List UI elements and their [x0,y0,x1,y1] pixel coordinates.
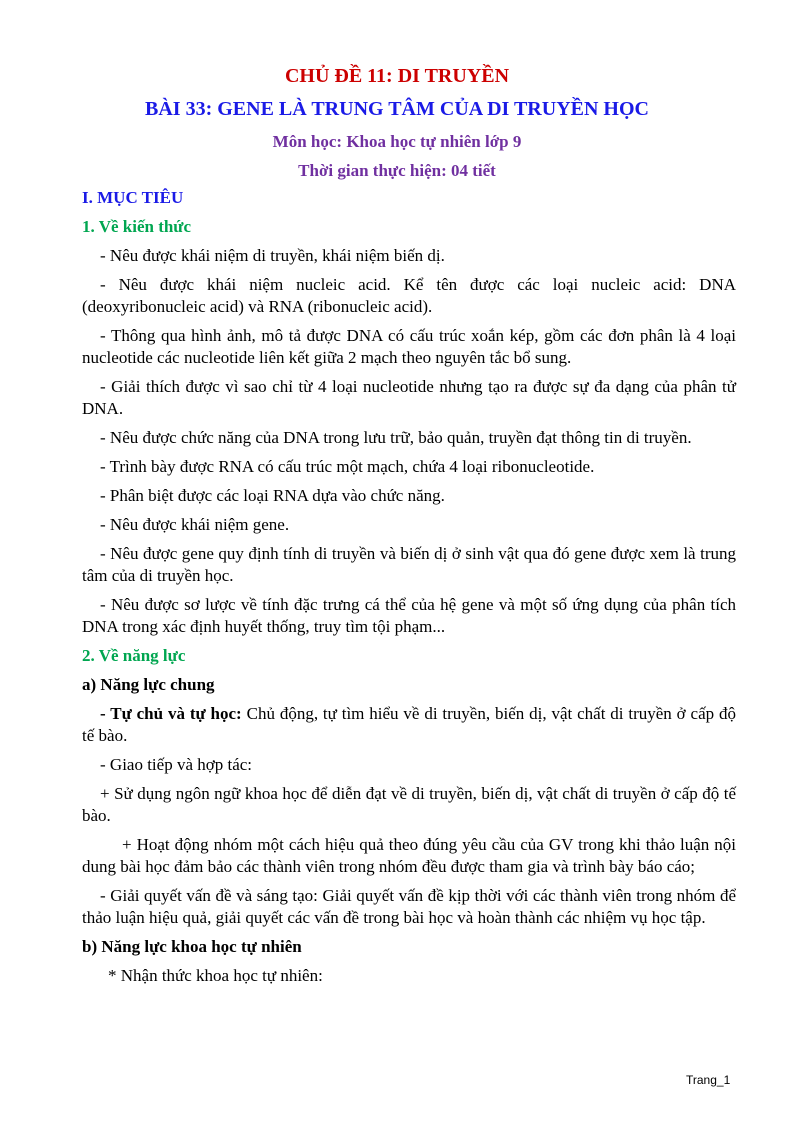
subsection-heading-knowledge: 1. Về kiến thức [82,217,192,236]
knowledge-item: - Trình bày được RNA có cấu trúc một mạch, chứa 4 loại ribonucleotide. [100,457,595,476]
self-study-lead: - Tự chủ và tự học: [100,704,242,723]
knowledge-item: - Nêu được chức năng của DNA trong lưu trữ, bảo quản, truyền đạt thông tin di truyền. [100,428,692,447]
subsection-heading-competence: 2. Về năng lực [82,646,186,665]
subject-line: Môn học: Khoa học tự nhiên lớp 9 [272,132,522,151]
problem-solving-item: - Giải quyết vấn đề và sáng tạo: Giải quyết vấn đề kịp thời với các thành viên trong nhóm để thảo luận hiệu quả, giải quyết các vấn đề trong bài học và hoàn thành các nhiệm vụ học tập. [82,886,736,927]
science-cognition-item: * Nhận thức khoa học tự nhiên: [108,966,323,985]
document-body [82,187,736,994]
science-competence-heading: b) Năng lực khoa học tự nhiên [82,937,302,956]
knowledge-item: - Thông qua hình ảnh, mô tả được DNA có cấu trúc xoắn kép, gồm các đơn phân là 4 loại nucleotide các nucleotide liên kết giữa 2 mạch theo nguyên tắc bổ sung. [82,326,736,367]
lesson-title: BÀI 33: GENE LÀ TRUNG TÂM CỦA DI TRUYỀN HỌC [145,98,649,120]
knowledge-item: - Nêu được sơ lược về tính đặc trưng cá thể của hệ gene và một số ứng dụng của phân tích DNA trong xác định huyết thống, truy tìm tội phạm... [82,595,736,636]
duration-line: Thời gian thực hiện: 04 tiết [298,161,496,180]
self-study-text: Chủ động, tự tìm hiểu về di truyền, biến dị, vật chất di truyền ở cấp độ tế bào. [82,704,736,745]
knowledge-item: - Nêu được khái niệm di truyền, khái niệm biến dị. [100,246,445,265]
topic-title: CHỦ ĐỀ 11: DI TRUYỀN [284,65,510,87]
knowledge-item: - Nêu được khái niệm gene. [100,515,290,534]
knowledge-item: - Phân biệt được các loại RNA dựa vào chức năng. [100,486,445,505]
knowledge-item: - Giải thích được vì sao chỉ từ 4 loại nucleotide nhưng tạo ra được sự đa dạng của phân tử DNA. [82,377,736,418]
section-heading-objectives: I. MỤC TIÊU [82,188,184,207]
knowledge-item: - Nêu được khái niệm nucleic acid. Kể tên được các loại nucleic acid: DNA (deoxyribonucleic acid) và RNA (ribonucleic acid). [82,275,736,316]
knowledge-item: - Nêu được gene quy định tính di truyền và biến dị ở sinh vật qua đó gene được xem là trung tâm của di truyền học. [82,544,736,585]
language-use-item: + Sử dụng ngôn ngữ khoa học để diễn đạt về di truyền, biến dị, vật chất di truyền ở cấp độ tế bào. [82,784,736,825]
group-work-item: + Hoạt động nhóm một cách hiệu quả theo đúng yêu cầu của GV trong khi thảo luận nội dung bài học đảm bảo các thành viên trong nhóm đều được tham gia và trình bày báo cáo; [82,835,736,876]
page-number: Trang_1 [686,1073,731,1087]
self-study-item [82,703,736,747]
communication-item: - Giao tiếp và hợp tác: [100,755,253,774]
general-competence-heading: a) Năng lực chung [82,675,215,694]
